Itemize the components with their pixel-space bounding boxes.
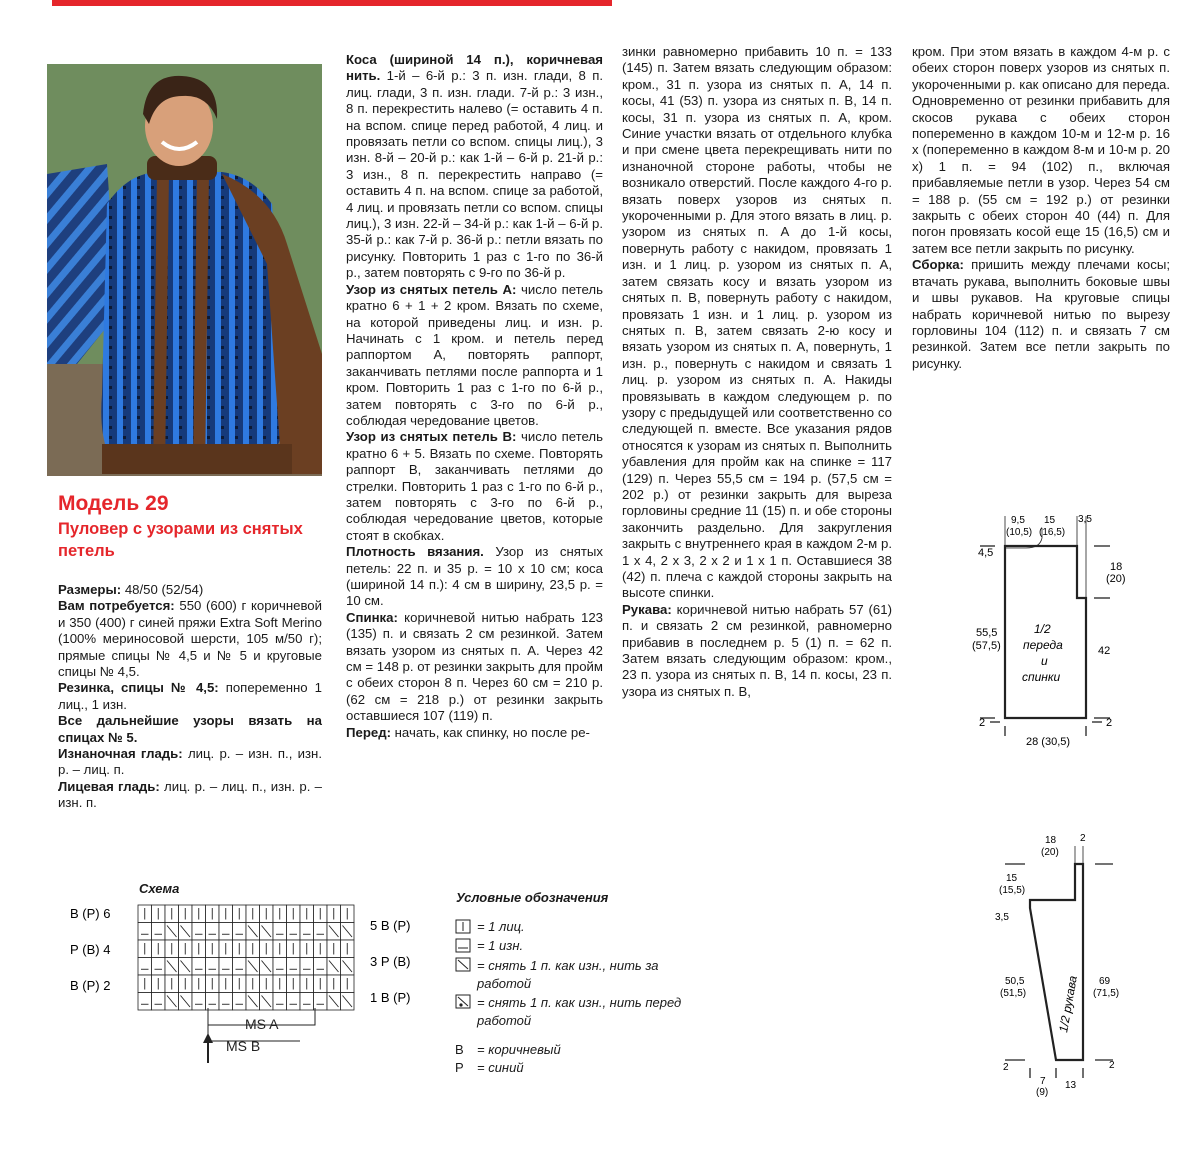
legend-color-blue: Р = синий [455,1060,524,1075]
paragraph-text: Узор из снятых петель: 22 п. и 35 р. = 10 х 10 см; коса (шириной 14 п.): 4 см в ширину, 23,5 р. = 10 см. [346,544,603,609]
paragraph-text: число петель кратно 6 + 1 + 2 кром. Вязать по схеме, на которой приведены лиц. и изн. р. Начинать с 1 кром. и петель перед раппортом А, повторять раппорт, заканчивать петлями после раппорта и 1 кром. Повторить 1 раз с 1-го по 6-й р., затем повторять с 3-го по 6-й р., соблюдая чередование цветов. [346,281,603,428]
schema-cell [192,993,206,1011]
svg-text:15: 15 [1044,515,1056,526]
svg-text:(71,5): (71,5) [1093,988,1120,999]
svg-text:4,5: 4,5 [978,547,994,559]
legend-item-slip-back: = снять 1 п. как изн., нить за работой [455,957,715,994]
schema-cell [233,958,247,976]
schema-cell [152,993,166,1011]
paragraph-text: лиц. р. – лиц. п., изн. р. – изн. п. [58,778,322,811]
schema-cell [152,923,166,941]
svg-text:3,5: 3,5 [1078,514,1092,525]
schema-cell [287,958,301,976]
schema-row-label-6: В (Р) 6 [70,906,111,921]
schema-cell [138,958,152,976]
paragraph [58,746,322,779]
schema-cell [152,958,166,976]
paragraph-label: Плотность вязания. [346,544,484,560]
paragraph-label: Вам потребуется: [58,598,175,614]
paragraph [346,725,603,741]
top-red-bar [52,0,612,6]
model-subtitle: Пуловер с узорами из снятых петель [58,520,303,560]
svg-text:13: 13 [1065,1080,1077,1091]
slip-back-symbol-icon [455,957,473,973]
text-column-1 [58,582,322,812]
paragraph-label: Спинка: [346,609,398,625]
paragraph-text: коричневой нитью набрать 57 (61) п. и связать 2 см резинкой, равномерно прибавив в последнем р. 5 (1) п. = 62 п. Затем вязать следующим образом: кром., 23 п. узора из снятых п. В, 14 п. косы, 23 п. узора из снятых п. В, [622,601,892,699]
svg-text:3,5: 3,5 [995,912,1009,923]
paragraph-label: Узор из снятых петель А: [346,281,517,297]
svg-text:и: и [1041,654,1048,668]
svg-text:15: 15 [1006,873,1018,884]
paragraph [58,598,322,680]
paragraph-text: лиц. р. – изн. п., изн. р. – лиц. п. [58,746,322,778]
legend-color-brown: В = коричневый [455,1042,561,1057]
schema-cell [219,923,233,941]
paragraph-text: 1-й – 6-й р.: 3 п. изн. глади, 8 п. лиц. глади, 3 п. изн. глади. 7-й р.: 3 изн., 8 п. перекрестить налево (= оставить 4 п. на вспом. спице перед работой, 4 лиц. и провязать петли со вспом. спицы лиц.), 3 изн. 8-й – 20-й р.: как 1-й – 6-й р. 21-й р.: 3 изн., 8 п. перекрестить направо (= оставить 4 п. на вспом. спице за работой, 4 лиц. и провязать петли со вспом. спицы лиц.), 3 изн. 22-й – 34-й р.: как 1-й – 6-й р. 35-й р.: как 7-й р. 36-й р.: петли вязать по рисунку. Повторить 1 раз с 1-го по 36-й р., затем повторять с 9-го по 36-й р. [346,68,603,281]
paragraph [58,680,322,713]
legend-item-slip-front: = снять 1 п. как изн., нить перед работой [455,994,715,1034]
model-photo [47,64,322,476]
svg-text:18: 18 [1045,835,1057,846]
slip-front-symbol-icon [455,994,473,1010]
paragraph-text: начать, как спинку, но после ре- [390,724,590,740]
paragraph [912,257,1170,372]
svg-text:переда: переда [1023,638,1063,652]
schema-row-label-5: 5 В (Р) [370,918,411,933]
paragraph-label: Размеры: [58,582,122,597]
paragraph-text: 550 (600) г коричневой и 350 (400) г синей пряжи Extra Soft Merino (100% мериносовой шерсти, 105 м/50 г); прямые спицы № 4,5 и № 5 и круговые спицы № 4,5. [58,598,322,680]
legend-item-purl: = 1 изн. [455,938,715,957]
paragraph [346,429,603,544]
text-column-4 [912,44,1170,372]
svg-text:69: 69 [1099,976,1111,987]
model-illustration [47,64,322,476]
paragraph-text: зинки равномерно прибавить 10 п. = 133 (145) п. Затем вязать следующим образом: кром., 31 п. узора из снятых п. А, 14 п. косы, 41 (53) п. узора из снятых п. В, 14 п. косы, 31 п. узора из снятых п. А, кром. Синие участки вязать от отдельного клубка и при смене цвета перекрещивать нити по изнаночной стороне работы, чтобы не возникало отверстий. После каждого 4-го р. вязать поверх узоров из снятых п. укороченными р. Для этого вязать в лиц. р. узором из снятых п. А до 1-й косы, повернуть работу с накидом, провязать 1 изн. и 1 лиц. р. узором из снятых п. А, затем связать косу и вязать узором из снятых п. В, повернуть работу с накидом, провязать 1 изн. и 1 лиц. р. узором из снятых п. В, затем связать 2-ю косу и вязать узором из снятых п. А, повернуть, 1 изн. р., повернуть с накидом и связать 1 лиц. р. узором из снятых п. А. Накиды провязывать в каждом следующем р. по узору с предыдущей или соответственно со следующей п. вместе. Все указания рядов относятся к узорам из снятых п. Выполнить убавления для пройм как на спинке = 117 (129) п. Через 55,5 см = 194 р. (57,5 см = 202 р.) от резинки закрыть для выреза горловины средние 11 (15) п. и обе стороны закончить раздельно. Для закругления закрыть с внутреннего края в каждом 2-м р. 1 х 4, 2 х 3, 2 х 2 и 1 х 1 п. Оставшиеся 38 (42) п. плеча с каждой стороны закрыть на высоте спинки. [622,44,892,601]
schema-chart [60,895,440,1065]
schema-cell [314,923,328,941]
schema-row-label-3: 3 Р (В) [370,954,411,969]
arrow-head-icon [203,1033,213,1043]
paragraph-text: число петель кратно 6 + 5. Вязать по схеме. Повторять раппорт В, заканчивать петлями до стрелки. Повторить 1 раз с 1-го по 6-й р., затем повторять с 3-го по 6-й р., соблюдая чередование цветов, которые стоят в скобках. [346,429,603,543]
legend-item-knit: = 1 лиц. [455,919,715,938]
paragraph-text: кром. При этом вязать в каждом 4-м р. с обеих сторон поверх узоров из снятых п. укороченными р. как описано для переда. Одновременно от резинки прибавить для скосов рукава с обеих сторон попеременно в каждом 10-м и 12-м р. 16 х (попеременно в каждом 8-м и 10-м р. 20 х) 1 п. = 94 (102) п., включая прибавляемые петли в узор. Через 54 см = 188 р. (55 см = 192 р.) от резинки закрыть с обеих сторон 40 (44) п. Для погон провязать косой еще 15 (16,5) см и затем все петли закрыть по рисунку. [912,44,1170,256]
svg-text:2: 2 [979,717,986,729]
paragraph-label: Резинка, спицы № 4,5: [58,680,219,696]
svg-text:55,5: 55,5 [976,627,998,639]
paragraph [622,44,892,602]
model-title: Модель 29 [58,492,169,515]
paragraph-label: Коса (шириной 14 п.), коричневая нить. [346,52,603,84]
svg-text:1/2 рукава: 1/2 рукава [1056,974,1080,1034]
schema-cell [300,958,314,976]
paragraph [58,582,322,598]
svg-text:2: 2 [1109,1060,1115,1071]
paragraph-label: Лицевая гладь: [58,778,160,794]
legend-list [455,919,715,1078]
svg-text:(57,5): (57,5) [972,640,1001,652]
svg-text:(15,5): (15,5) [999,885,1026,896]
schema-cell [314,958,328,976]
schema-cell [192,958,206,976]
schema-cell [314,993,328,1011]
schema-cell [287,993,301,1011]
paragraph-label: Сборка: [912,257,964,273]
schema-cell [192,923,206,941]
paragraph [346,610,603,725]
ms-b-label: MS B [226,1038,261,1054]
text-column-2 [346,52,603,741]
paragraph-text: пришить между плечами косы; втачать рукава, выполнить боковые швы и швы рукавов. На круговые спицы набрать коричневой нитью по вырезу горловины 104 (112) п. и связать 7 см резинкой. Затем все петли закрыть по рисунку. [912,257,1170,371]
svg-text:спинки: спинки [1022,670,1061,684]
schema-cell [206,958,220,976]
paragraph-label: Перед: [346,724,391,740]
svg-text:2: 2 [1080,833,1086,844]
schema-cell [206,923,220,941]
schema-grid [138,905,354,1010]
schema-cell [273,923,287,941]
legend-title: Условные обозначения [456,890,609,905]
paragraph [346,544,603,610]
svg-text:42: 42 [1098,645,1111,657]
svg-text:28 (30,5): 28 (30,5) [1026,736,1071,748]
paragraph-label: Узор из снятых петель В: [346,429,517,445]
schema-row-label-2: В (Р) 2 [70,978,111,993]
schema-cell [273,958,287,976]
svg-text:50,5: 50,5 [1005,976,1025,987]
paragraph [346,282,603,430]
schema-row-label-4: Р (В) 4 [70,942,111,957]
schema-cell [233,993,247,1011]
paragraph [58,779,322,812]
knit-symbol-icon [455,919,473,935]
schema-cell [273,993,287,1011]
schema-cell [138,993,152,1011]
svg-text:7: 7 [1040,1076,1046,1087]
svg-text:(20): (20) [1041,847,1059,858]
schema-row-label-1: 1 В (Р) [370,990,411,1005]
paragraph [58,713,322,746]
schema-cell [233,923,247,941]
svg-text:(9): (9) [1036,1087,1049,1098]
svg-text:2: 2 [1106,717,1113,729]
svg-text:1/2: 1/2 [1034,622,1051,636]
paragraph-text: коричневой нитью набрать 123 (135) п. и связать 2 см резинкой. Затем вязать узором из снятых п. А. Через 42 см = 148 р. от резинки закрыть для пройм с обеих сторон 8 п. Через 60 см = 210 р. (62 см = 218 р.) от резинки закрыть оставшиеся 107 (119) п. [346,609,603,724]
svg-text:(16,5): (16,5) [1039,527,1066,538]
svg-text:9,5: 9,5 [1011,515,1025,526]
paragraph [346,52,603,282]
paragraph-label: Рукава: [622,601,672,617]
body-pattern-schematic [960,508,1135,753]
schema-cell [206,993,220,1011]
paragraph-text: 48/50 (52/54) [121,582,204,597]
svg-text:(51,5): (51,5) [1000,988,1027,999]
schema-cell [138,923,152,941]
schema-title: Схема [139,881,180,896]
paragraph-label: Все дальнейшие узоры вязать на спицах № 5. [58,713,322,745]
svg-text:(10,5): (10,5) [1006,527,1033,538]
svg-text:(20): (20) [1106,573,1126,585]
schema-cell [300,993,314,1011]
paragraph [912,44,1170,257]
schema-cell [300,923,314,941]
purl-symbol-icon [455,938,473,954]
schema-cell [219,958,233,976]
schema-cell [219,993,233,1011]
paragraph-label: Изнаночная гладь: [58,746,183,762]
sleeve-pattern-schematic [995,828,1140,1098]
schema-cell [287,923,301,941]
paragraph [622,602,892,700]
ms-a-label: MS A [245,1016,279,1032]
svg-text:2: 2 [1003,1062,1009,1073]
svg-text:18: 18 [1110,561,1123,573]
paragraph-text: попеременно 1 лиц., 1 изн. [58,680,322,712]
text-column-3 [622,44,892,700]
